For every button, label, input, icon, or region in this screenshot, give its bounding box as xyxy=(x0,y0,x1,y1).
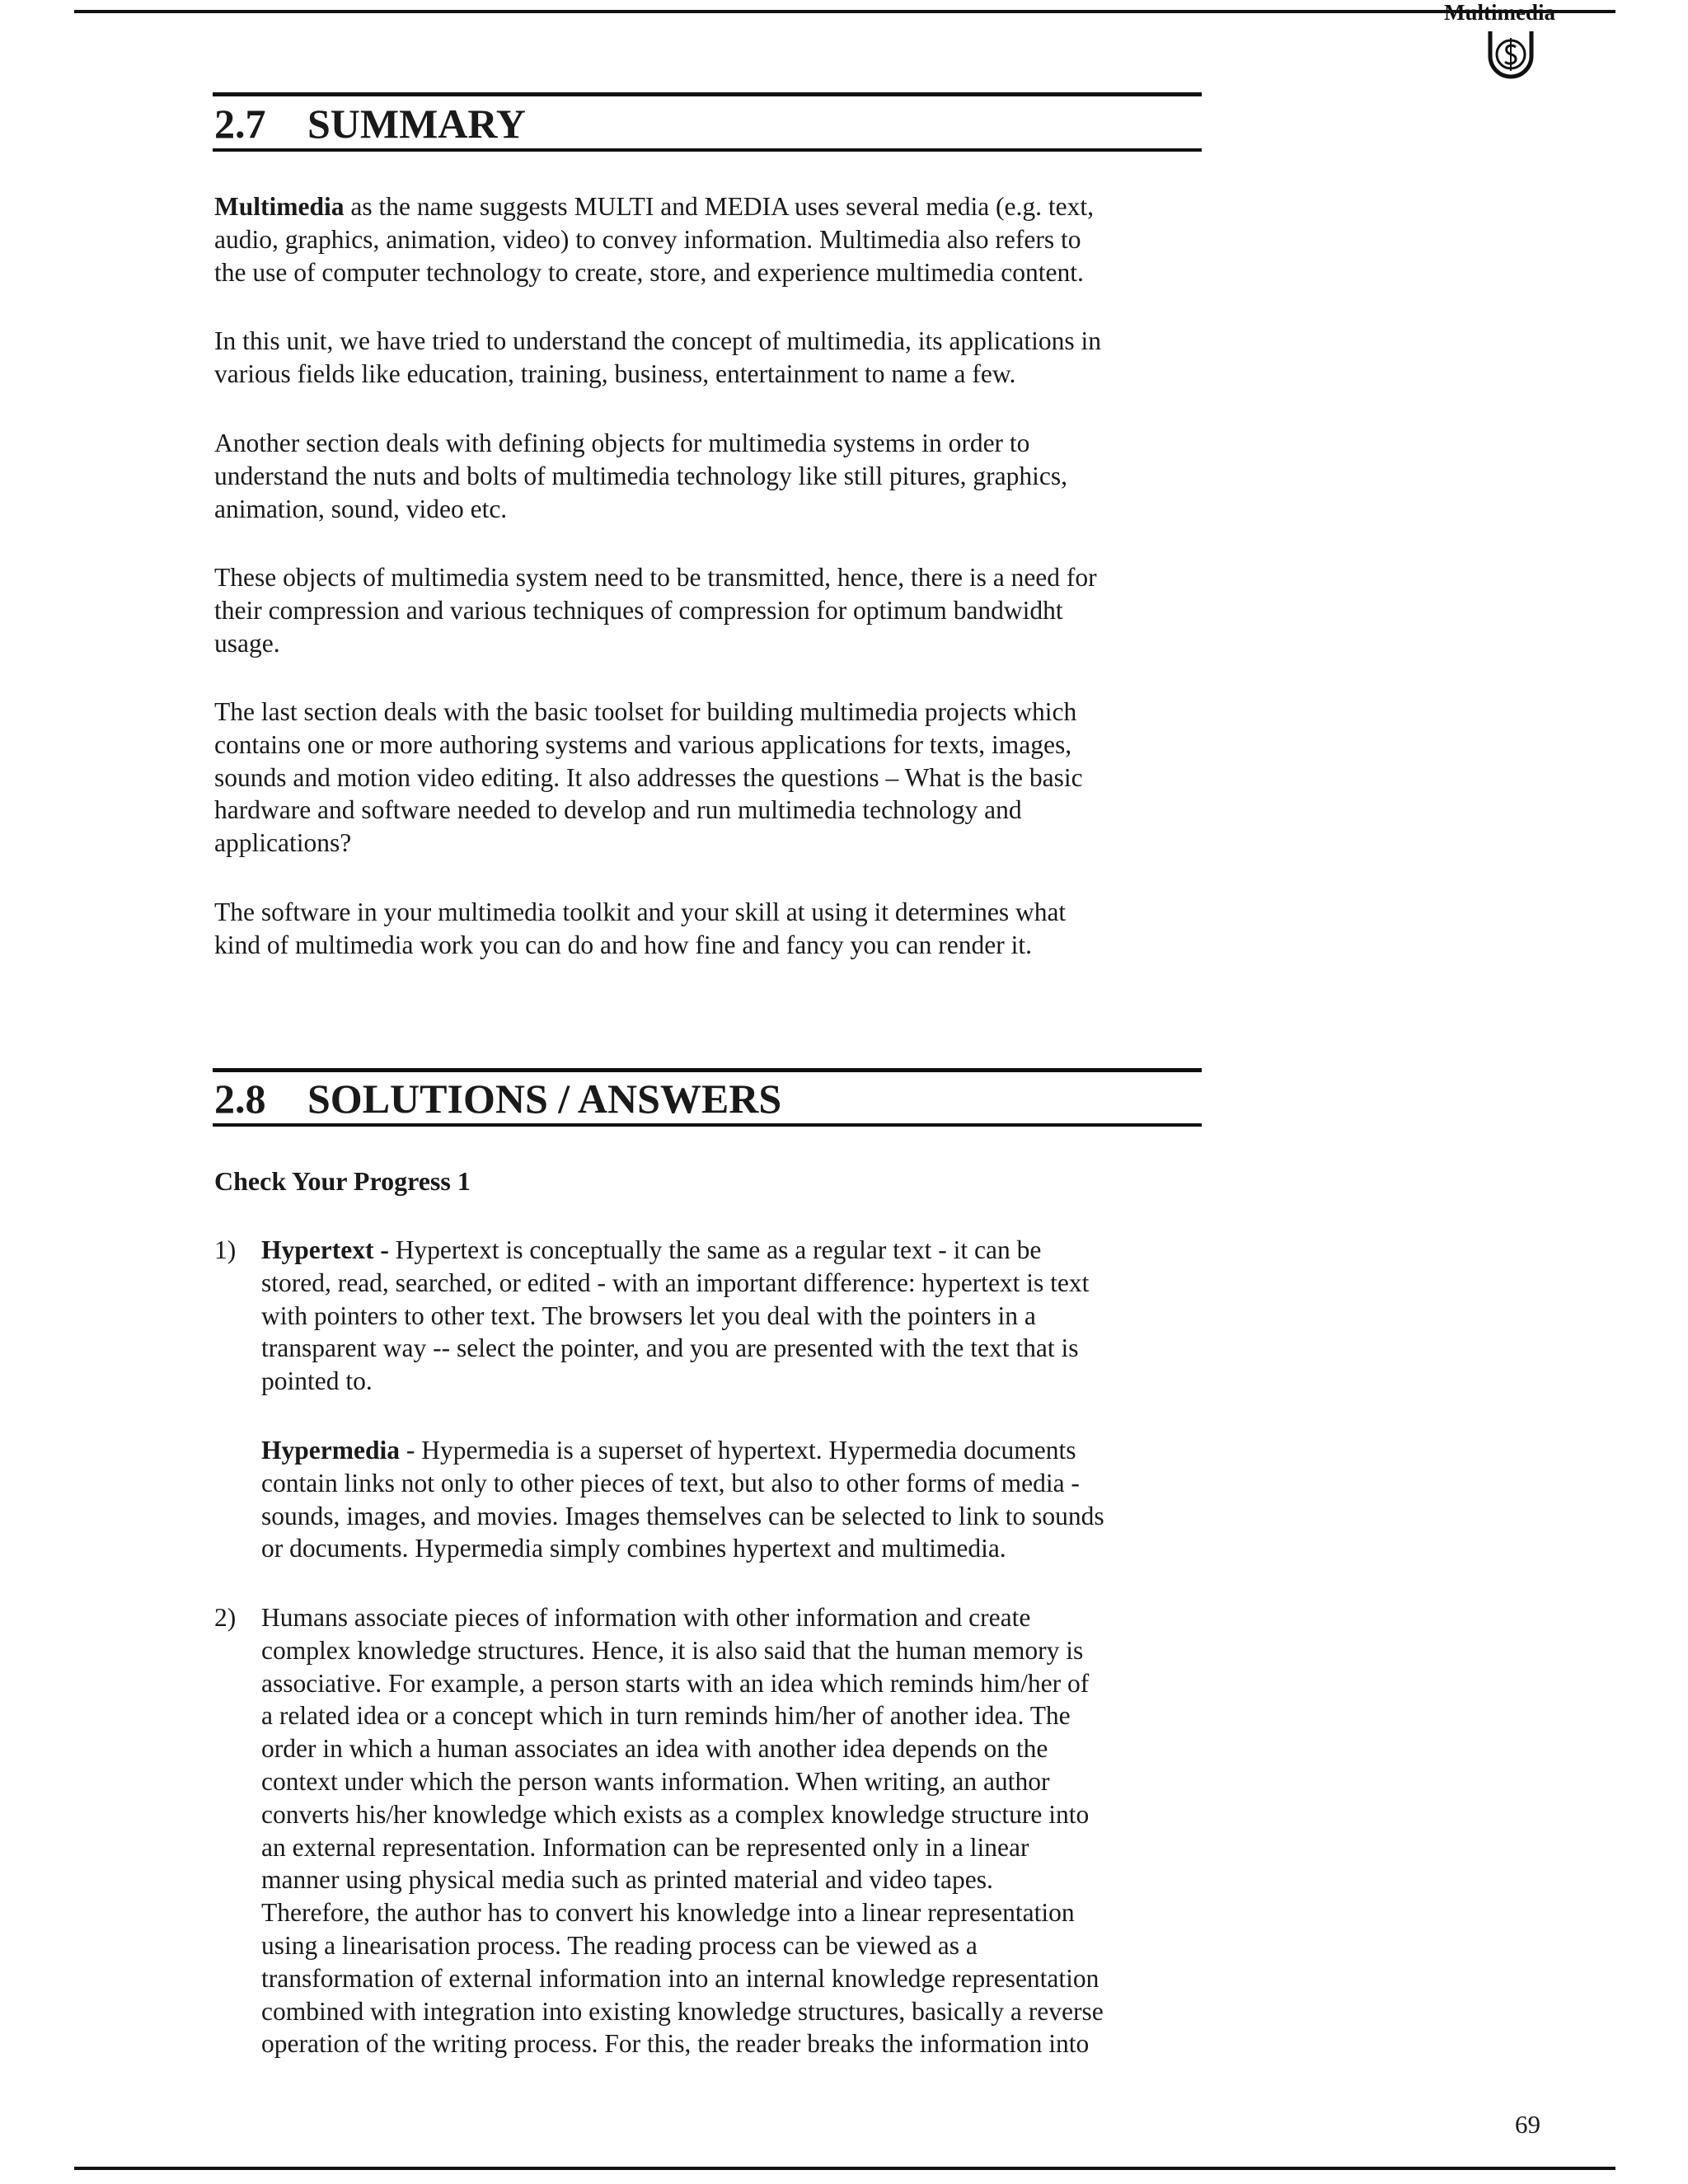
bottom-rule xyxy=(74,2167,1615,2170)
section-rule-bottom xyxy=(213,148,1202,152)
section-rule-bottom xyxy=(213,1123,1202,1127)
answer-1-hypertext xyxy=(261,1234,1250,1398)
bold-term: Multimedia xyxy=(214,192,345,221)
summary-paragraph-1 xyxy=(214,190,1236,288)
text-line: Hypertext is conceptually the same as a regular text - it can be xyxy=(388,1235,1042,1264)
text-line: animation, sound, video etc. xyxy=(214,494,508,523)
section-title: SUMMARY xyxy=(307,101,526,147)
text-line: as the name suggests MULTI and MEDIA uses several media (e.g. text, xyxy=(344,192,1095,221)
bold-term: Hypermedia xyxy=(261,1436,400,1465)
summary-paragraph-2 xyxy=(214,325,1236,391)
text-line: usage. xyxy=(214,628,280,658)
text-line: with pointers to other text. The browsers let you deal with the pointers in a xyxy=(261,1301,1036,1330)
text-line: Therefore, the author has to convert his knowledge into a linear representation xyxy=(261,1898,1075,1928)
text-line: or documents. Hypermedia simply combines hypertext and multimedia. xyxy=(261,1534,1006,1563)
check-progress-heading: Check Your Progress 1 xyxy=(214,1166,471,1196)
text-line: context under which the person wants information. When writing, an author xyxy=(261,1766,1050,1796)
university-logo-icon xyxy=(1485,28,1536,79)
text-line: sounds, images, and movies. Images themselves can be selected to link to sounds xyxy=(261,1501,1104,1530)
text-line: order in which a human associates an idea with another idea depends on the xyxy=(261,1734,1048,1764)
text-line: The software in your multimedia toolkit and your skill at using it determines what xyxy=(214,898,1067,926)
running-head: Multimedia xyxy=(1444,0,1555,25)
item-number-2: 2) xyxy=(214,1603,237,1632)
top-rule xyxy=(74,10,1615,13)
text-line: In this unit, we have tried to understand the concept of multimedia, its applications in xyxy=(214,326,1101,355)
text-line: - Hypermedia is a superset of hypertext. Hypermedia documents xyxy=(399,1436,1076,1465)
bold-term: Hypertext - xyxy=(261,1235,389,1264)
section-number: 2.7 xyxy=(214,101,266,147)
text-line: contain links not only to other pieces of text, but also to other forms of media - xyxy=(261,1468,1080,1497)
answer-2 xyxy=(261,1601,1250,2060)
summary-paragraph-3 xyxy=(214,427,1236,525)
section-rule-top xyxy=(213,1068,1202,1072)
text-line: various fields like education, training, business, entertainment to name a few. xyxy=(214,359,1016,388)
text-line: Another section deals with defining objects for multimedia systems in order to xyxy=(214,429,1030,457)
summary-paragraph-4 xyxy=(214,561,1236,659)
text-line: audio, graphics, animation, video) to convey information. Multimedia also refers to xyxy=(214,224,1081,254)
text-line: a related idea or a concept which in turn reminds him/her of another idea. The xyxy=(261,1701,1071,1731)
page-number: 69 xyxy=(1515,2110,1540,2139)
text-line: an external representation. Information can be represented only in a linear xyxy=(261,1832,1029,1862)
section-rule-top xyxy=(213,92,1202,96)
text-line: These objects of multimedia system need to be transmitted, hence, there is a need for xyxy=(214,563,1097,592)
text-line: The last section deals with the basic toolset for building multimedia projects which xyxy=(214,697,1077,726)
text-line: transformation of external information into an internal knowledge representation xyxy=(261,1963,1100,1993)
text-line: pointed to. xyxy=(261,1366,373,1396)
text-line: applications? xyxy=(214,828,352,858)
text-line: their compression and various techniques of compression for optimum bandwidht xyxy=(214,595,1063,625)
text-line: operation of the writing process. For this, the reader breaks the information into xyxy=(261,2029,1090,2059)
section-title: SOLUTIONS / ANSWERS xyxy=(307,1076,782,1122)
text-line: converts his/her knowledge which exists as a complex knowledge structure into xyxy=(261,1799,1090,1829)
summary-paragraph-6 xyxy=(214,896,1236,962)
text-line: transparent way -- select the pointer, and you are presented with the text that is xyxy=(261,1333,1079,1363)
text-line: stored, read, searched, or edited - with an important difference: hypertext is text xyxy=(261,1268,1090,1297)
text-line: manner using physical media such as printed material and video tapes. xyxy=(261,1865,993,1895)
text-line: the use of computer technology to create, store, and experience multimedia content. xyxy=(214,257,1084,287)
text-line: Humans associate pieces of information with other information and create xyxy=(261,1603,1031,1632)
text-line: understand the nuts and bolts of multimedia technology like still pitures, graphics, xyxy=(214,461,1067,490)
item-number-1: 1) xyxy=(214,1235,237,1264)
text-line: contains one or more authoring systems and various applications for texts, images, xyxy=(214,729,1072,759)
answer-1-hypermedia xyxy=(261,1434,1250,1565)
text-line: kind of multimedia work you can do and how fine and fancy you can render it. xyxy=(214,930,1032,959)
text-line: hardware and software needed to develop and run multimedia technology and xyxy=(214,795,1022,825)
section-heading-solutions xyxy=(214,1074,781,1123)
text-line: using a linearisation process. The reading process can be viewed as a xyxy=(261,1930,978,1960)
text-line: sounds and motion video editing. It also addresses the questions – What is the basic xyxy=(214,762,1083,792)
text-line: combined with integration into existing knowledge structures, basically a reverse xyxy=(261,1996,1104,2026)
text-line: complex knowledge structures. Hence, it is also said that the human memory is xyxy=(261,1635,1084,1665)
section-heading-summary xyxy=(214,99,526,148)
section-number: 2.8 xyxy=(214,1076,266,1122)
text-line: associative. For example, a person starts with an idea which reminds him/her of xyxy=(261,1668,1090,1698)
summary-paragraph-5 xyxy=(214,696,1236,860)
